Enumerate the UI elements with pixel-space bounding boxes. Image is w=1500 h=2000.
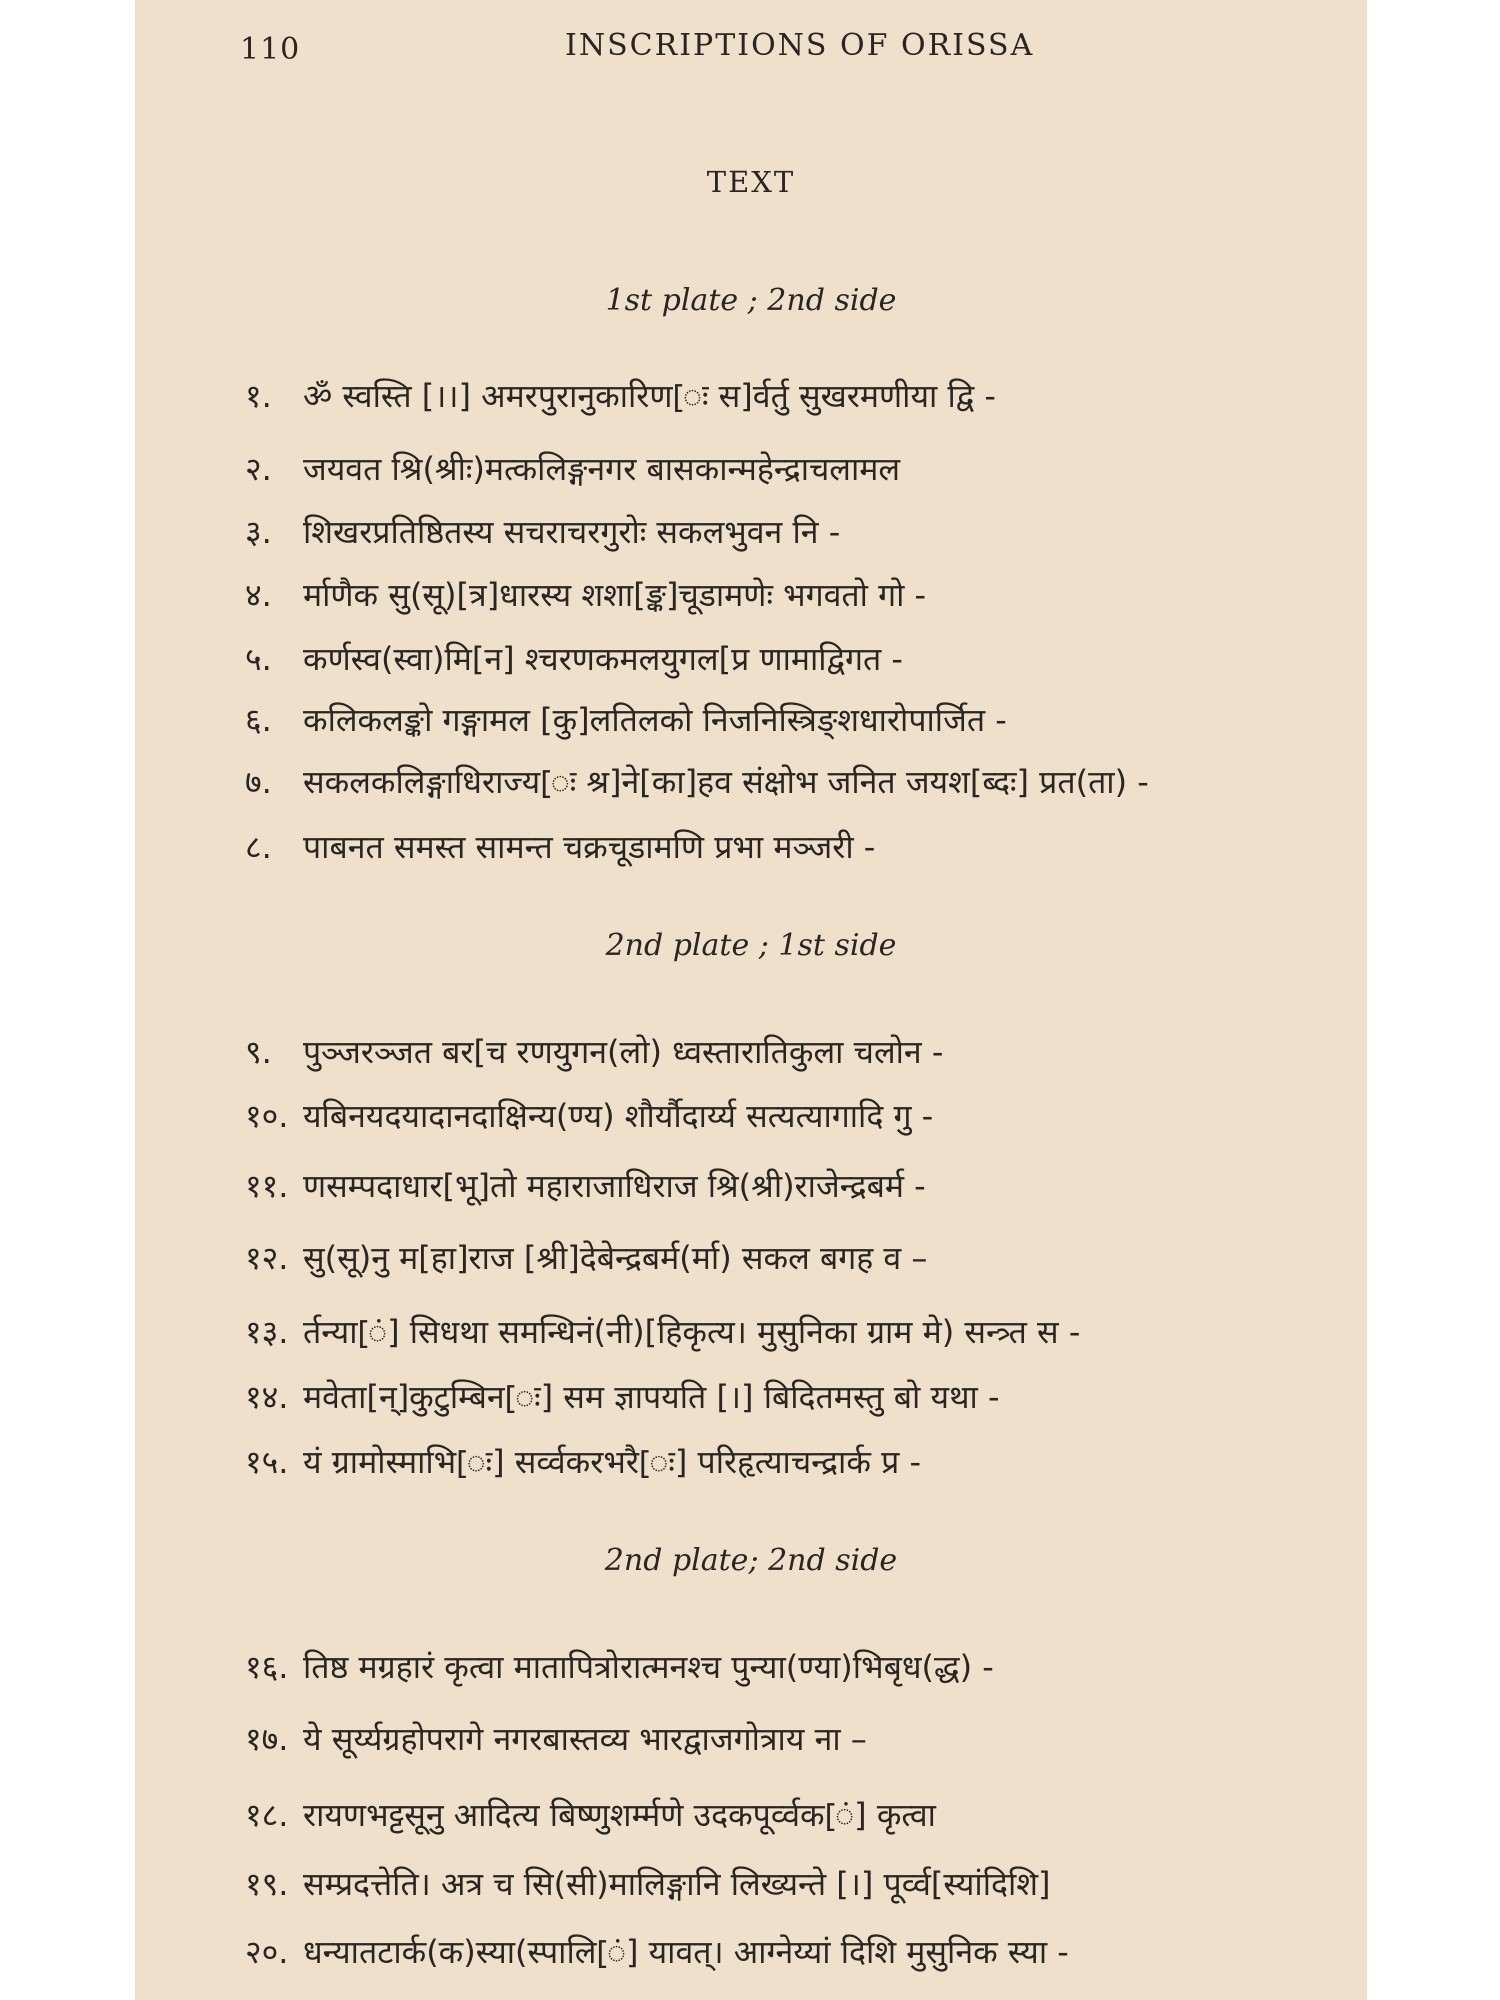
inscription-line [245,1310,1080,1353]
line-text: सम्प्रदत्तेति। अत्र च सि(सी)मालिङ्गानि लिख्यन्ते [।] पूर्व्व[स्यांदिशि] [303,1865,1051,1903]
inscription-line [245,573,926,616]
inscription-line [245,1094,933,1137]
inscription-line [245,447,900,490]
inscription-line [245,510,840,553]
inscription-line [245,637,903,680]
inscription-line [245,374,996,417]
book-page [135,0,1367,2000]
line-text: धन्यातटार्क(क)स्या(स्पालि[ं] यावत्। आग्नेय्यां दिशि मुसुनिक स्या - [303,1933,1069,1971]
plate-heading-1: 1st plate ; 2nd side [605,283,897,318]
inscription-line [245,1440,921,1483]
line-text: णसम्पदाधार[भू]तो महाराजाधिराज श्रि(श्री)राजेन्द्रबर्म - [303,1167,926,1205]
line-text: ॐ स्वस्ति [।।] अमरपुरानुकारिण[ः स]र्वर्तु सुखरमणीया द्वि - [303,377,996,415]
line-text: पाबनत समस्त सामन्त चक्रचूडामणि प्रभा मञ्जरी - [303,828,876,866]
inscription-line [245,825,875,868]
line-text: जयवत श्रि(श्रीः)मत्कलिङ्गनगर बासकान्महेन्द्राचलामल [303,450,901,488]
line-number: २०. [245,1933,289,1971]
inscription-line [245,1793,936,1836]
running-head: INSCRIPTIONS OF ORISSA [565,28,1035,63]
line-number: १२. [245,1239,289,1277]
line-text: पुञ्जरञ्जत बर[च रणयुगन(लो) ध्वस्तारातिकुला चलोन - [303,1033,944,1071]
line-number: ७. [245,763,272,801]
plate-heading-3: 2nd plate; 2nd side [604,1543,898,1578]
page-number: 110 [240,32,301,67]
line-number: ३. [245,513,272,551]
inscription-line [245,698,1007,741]
line-number: १०. [245,1097,289,1135]
line-text: रायणभट्टसूनु आदित्य बिष्णुशर्म्मणे उदकपूर्व्वक[ं] कृत्वा [303,1796,936,1834]
line-text: सु(सू)नु म[हा]राज [श्री]देबेन्द्रबर्म(र्मा) सकल बगह व – [303,1239,928,1277]
line-text: र्माणैक सु(सू)[त्र]धारस्य शशा[ङ्क]चूडामणेः भगवतो गो - [303,576,927,614]
section-title: TEXT [706,165,796,199]
line-number: १५. [245,1443,289,1481]
inscription-line [245,1645,994,1688]
line-text: यं ग्रामोस्माभि[ः] सर्व्वकरभरै[ः] परिहृत्याचन्द्रार्क प्र - [303,1443,921,1481]
line-number: ४. [245,576,272,614]
line-text: कलिकलङ्को गङ्गामल [कु]लतिलको निजनिस्त्रिङ्शधारोपार्जित - [303,701,1007,739]
inscription-line [245,760,1149,803]
line-text: तिष्ठ मग्रहारं कृत्वा मातापित्रोरात्मनश्च पुन्या(ण्या)भिबृध(द्ध) - [303,1648,994,1686]
plate-heading-2: 2nd plate ; 1st side [605,928,897,963]
inscription-line [245,1236,927,1279]
inscription-line [245,1375,1000,1418]
line-number: ६. [245,701,272,739]
inscription-line [245,1717,867,1760]
line-number: ९. [245,1033,272,1071]
inscription-line [245,1164,926,1207]
inscription-line [245,1930,1069,1973]
line-text: कर्णस्व(स्वा)मि[न] श्चरणकमलयुगल[प्र णामाद्विगत - [303,640,903,678]
line-number: १७. [245,1720,289,1758]
line-number: ११. [245,1167,289,1205]
line-number: १९. [245,1865,289,1903]
line-number: १६. [245,1648,289,1686]
line-text: ये सूर्य्यग्रहोपरागे नगरबास्तव्य भारद्वाजगोत्राय ना – [303,1720,867,1758]
line-number: ८. [245,828,272,866]
inscription-line [245,1030,943,1073]
line-number: ५. [245,640,272,678]
line-number: २. [245,450,272,488]
line-number: १४. [245,1378,289,1416]
line-number: १८. [245,1796,289,1834]
line-number: १. [245,377,272,415]
line-text: शिखरप्रतिष्ठितस्य सचराचरगुरोः सकलभुवन नि - [303,513,841,551]
line-text: र्तन्या[ं] सिधथा समन्धिनं(नी)[हिकृत्य। मुसुनिका ग्राम मे) सन्त्र्त स - [303,1313,1081,1351]
line-text: सकलकलिङ्गाधिराज्य[ः श्र]ने[का]हव संक्षोभ जनित जयश[ब्दः] प्रत(ता) - [303,763,1149,801]
line-text: यबिनयदयादानदाक्षिन्य(ण्य) शौर्यौदार्य्य सत्यत्यागादि गु - [303,1097,934,1135]
line-number: १३. [245,1313,289,1351]
line-text: मवेता[न्]कुटुम्बिन[ः] सम ज्ञापयति [।] बिदितमस्तु बो यथा - [303,1378,1000,1416]
inscription-line [245,1862,1051,1905]
